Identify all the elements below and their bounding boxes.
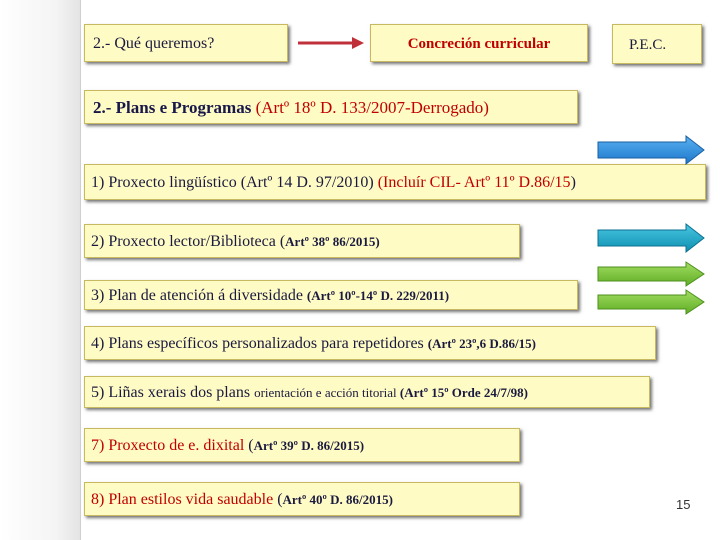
green-arrow-lower [596, 288, 708, 316]
item-7-box [84, 428, 520, 462]
green-arrow-upper [596, 260, 708, 288]
item-1-box [84, 164, 706, 200]
item-7-paren: ( [248, 437, 254, 454]
item-7-text: 7) Proxecto de e. dixital [91, 437, 249, 454]
question-box [84, 24, 288, 62]
item-2-ref: Artº 38º 86/2015) [285, 234, 380, 249]
item-5-text: 5) Liñas xerais dos plans [91, 384, 255, 401]
item-1-text: 1) Proxecto lingüístico (Artº 14 D. 97/2010) [91, 174, 378, 191]
plans-programas-ref: (Artº 18º D. 133/2007-Derrogado) [251, 98, 489, 117]
item-3-ref: (Artº 10º-14º D. 229/2011) [306, 288, 450, 303]
item-3-box [84, 280, 578, 310]
item-8-box [84, 482, 520, 516]
item-4-ref: (Artº 23º,6 D.86/15) [427, 336, 536, 351]
blue-arrow [596, 134, 708, 166]
item-1-cil: (Incluír CIL- Artº 11º D.86/15 [377, 174, 571, 191]
red-arrow [296, 33, 366, 53]
item-3-text: 3) Plan de atención á diversidade [91, 287, 307, 304]
item-4-text: 4) Plans específicos personalizados para repetidores [91, 335, 428, 352]
item-1-close: ) [570, 174, 576, 191]
concrecion-text: Concreción curricular [407, 36, 551, 52]
plans-programas-box [84, 90, 578, 124]
item-8-text: 8) Plan estilos vida saudable [91, 491, 278, 508]
item-5-mid: orientación e acción titorial [254, 385, 400, 400]
page-number: 15 [676, 497, 691, 512]
item-7-ref: Artº 39º D. 86/2015) [253, 438, 365, 453]
question-text: 2.- Qué queremos? [93, 35, 215, 52]
concrecion-box [370, 24, 588, 62]
plans-programas-title: 2.- Plans e Programas [93, 98, 252, 117]
item-5-box [84, 376, 650, 408]
item-8-paren: ( [277, 491, 283, 508]
pec-text: P.E.C. [629, 37, 667, 53]
left-margin-stripe [0, 0, 81, 540]
teal-arrow [596, 222, 708, 254]
item-5-ref: (Artº 15º Orde 24/7/98) [399, 385, 528, 400]
item-2-box [84, 224, 520, 258]
item-4-box [84, 326, 656, 360]
item-2-text: 2) Proxecto lector/Biblioteca ( [91, 233, 286, 250]
pec-box [612, 24, 702, 64]
item-8-ref: Artº 40º D. 86/2015) [282, 492, 393, 507]
